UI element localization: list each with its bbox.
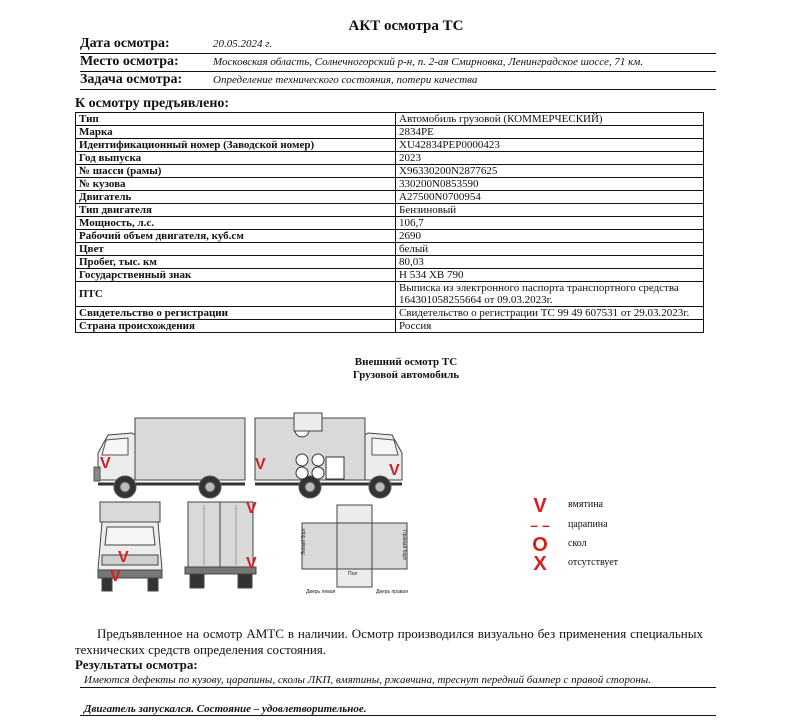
param-row <box>76 113 704 126</box>
param-key: Рабочий объем двигателя, куб.см <box>76 230 396 243</box>
inspection-place-row <box>80 54 716 72</box>
param-value: Свидетельство о регистрации ТС 99 49 607531 от 29.03.2023г. <box>396 307 704 320</box>
param-row <box>76 152 704 165</box>
inspection-paragraph: Предъявленное на осмотр АМТС в наличии. Осмотр производился визуально без применения специальных технических средств определения состояния. <box>75 626 703 657</box>
damage-mark-cab-left: V <box>100 455 111 472</box>
param-key: Пробег, тыс. км <box>76 256 396 269</box>
box-top-small <box>294 413 322 431</box>
box-floor-panel <box>337 523 372 569</box>
dent-symbol: V <box>533 495 547 517</box>
inspection-date-value: 20.05.2024 г. <box>213 38 273 50</box>
param-row <box>76 243 704 256</box>
param-key: Тип двигателя <box>76 204 396 217</box>
inspection-date-label: Дата осмотра: <box>80 36 170 51</box>
param-row <box>76 217 704 230</box>
param-key: Идентификационный номер (Заводской номер) <box>76 139 396 152</box>
param-key: Цвет <box>76 243 396 256</box>
param-value: Н 534 ХВ 790 <box>396 269 704 282</box>
damage-mark-rear-lower: V <box>246 555 257 572</box>
param-row <box>76 307 704 320</box>
param-value: 106,7 <box>396 217 704 230</box>
inspection-task-row <box>80 72 716 90</box>
param-key: Государственный знак <box>76 269 396 282</box>
label-door-left: Дверь левая <box>306 589 336 595</box>
param-value: Бензиновый <box>396 204 704 217</box>
param-key: ПТС <box>76 282 396 307</box>
inspection-date-row <box>80 36 716 54</box>
document-title: АКТ осмотра ТС <box>348 18 464 34</box>
missing-symbol: X <box>533 553 547 575</box>
conclusion-text: Двигатель запускался. Состояние – удовлетворительное. <box>80 703 716 716</box>
scratch-label: царапина <box>568 519 608 530</box>
presented-title: К осмотру предъявлено: <box>75 96 230 111</box>
param-key: Двигатель <box>76 191 396 204</box>
param-value: белый <box>396 243 704 256</box>
truck-right-side-view <box>255 418 402 498</box>
param-value: Россия <box>396 320 704 333</box>
param-value: XU42834PEP0000423 <box>396 139 704 152</box>
vehicle-params-table <box>75 112 704 333</box>
param-value: X96330200N2877625 <box>396 165 704 178</box>
param-value: 80,03 <box>396 256 704 269</box>
damage-mark-rear-top: V <box>246 500 257 517</box>
truck-diagram <box>80 405 420 600</box>
dent-label: вмятина <box>568 499 603 510</box>
param-key: Страна происхождения <box>76 320 396 333</box>
diagram-caption: Внешний осмотр ТС <box>354 356 458 368</box>
damage-mark-front-bumper: V <box>118 549 129 566</box>
results-title: Результаты осмотра: <box>75 657 198 672</box>
param-value: A27500N0700954 <box>396 191 704 204</box>
param-value: Выписка из электронного паспорта транспортного средства 164301058255664 от 09.03.2023г. <box>396 282 704 307</box>
damage-mark-cab-right: V <box>389 462 400 479</box>
param-key: Мощность, л.с. <box>76 217 396 230</box>
param-row <box>76 320 704 333</box>
param-row <box>76 139 704 152</box>
param-key: № кузова <box>76 178 396 191</box>
param-key: Свидетельство о регистрации <box>76 307 396 320</box>
inspection-place-value: Московская область, Солнечногорский р-н, п. 2-ая Смирновка, Ленинградское шоссе, 71 км. <box>213 56 644 68</box>
damage-mark-front-lower: V <box>110 568 121 585</box>
inspection-place-label: Место осмотра: <box>80 54 179 69</box>
param-row <box>76 256 704 269</box>
param-key: Тип <box>76 113 396 126</box>
diagram-subcaption: Грузовой автомобиль <box>352 369 460 381</box>
chip-label: скол <box>568 538 587 549</box>
param-row <box>76 230 704 243</box>
param-value: Автомобиль грузовой (КОММЕРЧЕСКИЙ) <box>396 113 704 126</box>
label-floor: Пол <box>348 571 358 577</box>
param-value: 2023 <box>396 152 704 165</box>
param-value: 330200N0853590 <box>396 178 704 191</box>
param-row <box>76 165 704 178</box>
box-left-panel <box>302 523 337 569</box>
cargo-box-left <box>135 418 245 480</box>
param-row <box>76 282 704 307</box>
param-row <box>76 126 704 139</box>
inspection-task-label: Задача осмотра: <box>80 72 183 87</box>
truck-left-side-view <box>94 418 245 498</box>
scratch-symbol: – – <box>530 517 550 533</box>
param-key: № шасси (рамы) <box>76 165 396 178</box>
param-row <box>76 204 704 217</box>
param-value: 2834PE <box>396 126 704 139</box>
param-row <box>76 178 704 191</box>
damage-mark-box-right: V <box>255 456 266 473</box>
chip-symbol: O <box>532 534 548 556</box>
param-key: Марка <box>76 126 396 139</box>
inspection-task-value: Определение технического состояния, потери качества <box>213 74 478 86</box>
param-value: 2690 <box>396 230 704 243</box>
param-row <box>76 191 704 204</box>
param-row <box>76 269 704 282</box>
missing-label: отсутствует <box>568 557 619 568</box>
truck-front-view <box>98 502 162 591</box>
param-key: Год выпуска <box>76 152 396 165</box>
label-door-right: Дверь правая <box>376 589 408 595</box>
results-text: Имеются дефекты по кузову, царапины, сколы ЛКП, вмятины, ржавчина, треснут передний бампер с правой стороны. <box>80 673 716 688</box>
label-left-board: Левый борт <box>301 527 307 555</box>
label-right-board: Правый борт <box>401 530 407 561</box>
